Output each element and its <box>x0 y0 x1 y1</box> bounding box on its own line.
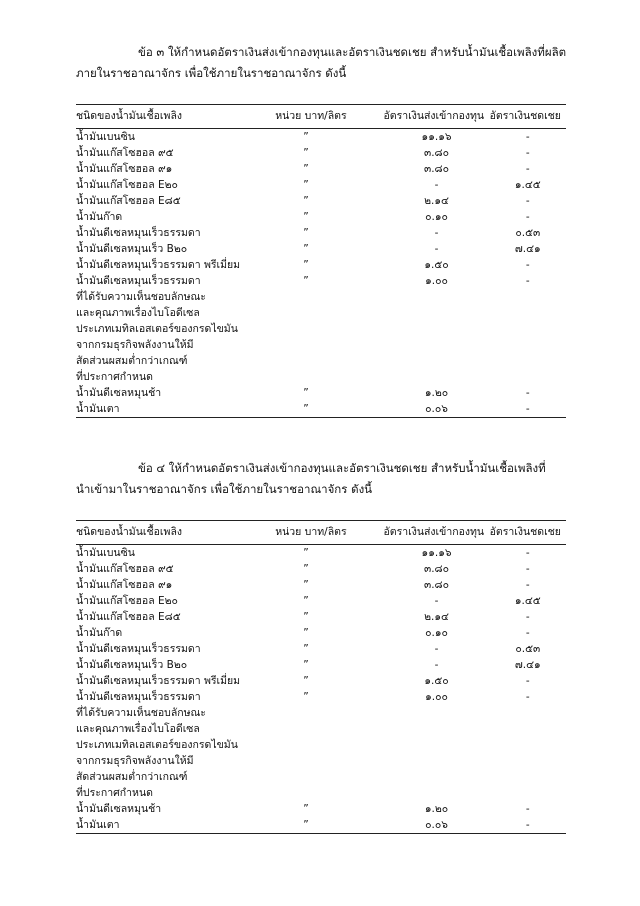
fuel-type-cell <box>76 225 275 241</box>
unit-cell-text: ” <box>303 611 309 623</box>
unit-cell <box>275 545 383 562</box>
fund-rate-cell <box>383 193 489 209</box>
unit-cell <box>275 577 383 593</box>
table-row <box>76 257 566 273</box>
fuel-type-cell <box>76 145 275 161</box>
compensation-rate-cell-text: - <box>525 195 530 207</box>
unit-cell-text: ” <box>303 147 309 159</box>
fund-rate-cell <box>383 145 489 161</box>
table-row <box>76 177 566 193</box>
fuel-type-cell-text: น้ำมันดีเซลหมุนเร็วธรรมดา <box>76 227 201 239</box>
fuel-type-cell <box>76 129 275 146</box>
compensation-rate-cell-text: - <box>525 403 530 415</box>
header-unit: หน่วย บาท/ลิตร <box>275 105 383 129</box>
fund-rate-cell-text: ๐.๑๐ <box>425 627 448 639</box>
compensation-rate-cell <box>490 561 566 577</box>
fund-rate-cell <box>383 161 489 177</box>
fund-rate-cell-text: ๓.๘๐ <box>424 563 450 575</box>
unit-cell <box>275 673 383 689</box>
compensation-rate-cell <box>490 593 566 609</box>
fund-rate-cell <box>383 801 489 817</box>
compensation-rate-cell-text: ๑.๔๕ <box>514 179 541 191</box>
fuel-type-cell-text: น้ำมันดีเซลหมุนเร็วธรรมดา <box>76 643 201 655</box>
fund-rate-cell-text: - <box>434 643 439 655</box>
header-compensation-rate: อัตราเงินชดเชย <box>490 105 566 129</box>
compensation-rate-cell <box>490 801 566 817</box>
unit-cell-text: ” <box>303 243 309 255</box>
fuel-type-cell-text: น้ำมันแก๊สโซฮอล ๙๑ <box>76 579 173 591</box>
compensation-rate-cell-text: ๗.๔๑ <box>514 243 541 255</box>
fund-rate-cell <box>383 577 489 593</box>
fuel-type-cell-text: น้ำมันแก๊สโซฮอล E๘๕ <box>76 195 181 207</box>
fuel-type-cell-text: น้ำมันก๊าด <box>76 627 123 639</box>
unit-cell-text: ” <box>303 259 309 271</box>
fuel-type-cell <box>76 545 275 562</box>
unit-cell <box>275 625 383 641</box>
fund-rate-cell <box>383 545 489 562</box>
fund-rate-cell-text: ๑.๐๐ <box>425 691 448 703</box>
fuel-rate-table-imported <box>76 520 566 834</box>
unit-cell <box>275 257 383 273</box>
unit-cell <box>275 273 383 385</box>
compensation-rate-cell <box>490 545 566 562</box>
unit-cell <box>275 801 383 817</box>
fuel-type-cell <box>76 657 275 673</box>
fuel-rate-table-domestic <box>76 104 566 418</box>
unit-cell <box>275 817 383 834</box>
fund-rate-cell-text: ๓.๘๐ <box>424 147 450 159</box>
section-3-line-1: ข้อ ๓ ให้กำหนดอัตราเงินส่งเข้ากองทุนและอัตราเงินชดเชย สำหรับน้ำมันเชื้อเพลิงที่ผลิต <box>138 45 567 59</box>
fuel-type-cell-text: น้ำมันดีเซลหมุนช้า <box>76 387 162 399</box>
compensation-rate-cell <box>490 193 566 209</box>
fund-rate-cell-text: - <box>434 227 439 239</box>
fund-rate-cell <box>383 401 489 418</box>
fuel-type-cell-text: น้ำมันดีเซลหมุนเร็วธรรมดา ที่ได้รับความเห็นชอบลักษณะ และคุณภาพเรื่องไบโอดีเซล ประเภทเมทิลเอสเตอร์ของกรดไขมัน จากกรมธุรกิจพลังงานให้มี สัดส่วนผสมต่ำกว่าเกณฑ์ ที่ประกาศกำหนด <box>76 691 238 799</box>
header-compensation-rate: อัตราเงินชดเชย <box>490 521 566 545</box>
unit-cell-text: ” <box>303 627 309 639</box>
compensation-rate-cell <box>490 145 566 161</box>
compensation-rate-cell-text: - <box>525 147 530 159</box>
unit-cell <box>275 657 383 673</box>
section-3-paragraph <box>76 42 570 84</box>
unit-cell-text: ” <box>303 227 309 239</box>
fund-rate-cell-text: ๑.๒๐ <box>424 803 449 815</box>
table-row <box>76 593 566 609</box>
unit-cell <box>275 641 383 657</box>
fuel-type-cell <box>76 801 275 817</box>
fuel-type-cell-text: น้ำมันเบนซิน <box>76 547 135 559</box>
fund-rate-cell <box>383 625 489 641</box>
unit-cell <box>275 193 383 209</box>
unit-cell <box>275 561 383 577</box>
table-header-row <box>76 105 566 129</box>
unit-cell <box>275 225 383 241</box>
fund-rate-cell-text: ๒.๑๔ <box>424 611 449 623</box>
fuel-type-cell-text: น้ำมันดีเซลหมุนช้า <box>76 803 162 815</box>
compensation-rate-cell <box>490 209 566 225</box>
unit-cell <box>275 689 383 801</box>
unit-cell <box>275 609 383 625</box>
fund-rate-cell-text: ๑๑.๑๖ <box>421 547 452 559</box>
table-row <box>76 673 566 689</box>
fuel-type-cell <box>76 385 275 401</box>
unit-cell-text: ” <box>303 691 309 703</box>
fuel-type-cell-text: น้ำมันแก๊สโซฮอล ๙๕ <box>76 563 174 575</box>
fuel-type-cell <box>76 193 275 209</box>
compensation-rate-cell-text: - <box>525 803 530 815</box>
table-body <box>76 545 566 834</box>
fund-rate-cell-text: ๐.๐๖ <box>425 403 448 415</box>
compensation-rate-cell-text: ๑.๔๕ <box>514 595 541 607</box>
compensation-rate-cell-text: - <box>525 387 530 399</box>
section-4-paragraph <box>76 458 570 500</box>
compensation-rate-cell-text: - <box>525 819 530 831</box>
fund-rate-cell-text: ๑.๕๐ <box>424 259 449 271</box>
unit-cell-text: ” <box>303 547 309 559</box>
fuel-type-cell-text: น้ำมันแก๊สโซฮอล E๒๐ <box>76 595 178 607</box>
fund-rate-cell <box>383 817 489 834</box>
compensation-rate-cell-text: - <box>525 563 530 575</box>
fund-rate-cell-text: ๑.๕๐ <box>424 675 449 687</box>
unit-cell-text: ” <box>303 803 309 815</box>
fund-rate-cell-text: - <box>434 179 439 191</box>
unit-cell <box>275 241 383 257</box>
unit-cell-text: ” <box>303 179 309 191</box>
fuel-type-cell-text: น้ำมันแก๊สโซฮอล E๒๐ <box>76 179 178 191</box>
table-row <box>76 129 566 146</box>
unit-cell-text: ” <box>303 595 309 607</box>
fund-rate-cell-text: ๓.๘๐ <box>424 163 450 175</box>
compensation-rate-cell <box>490 673 566 689</box>
fund-rate-cell <box>383 561 489 577</box>
fund-rate-cell <box>383 385 489 401</box>
fund-rate-cell <box>383 129 489 146</box>
compensation-rate-cell-text: - <box>525 275 530 287</box>
fuel-type-cell <box>76 641 275 657</box>
table-row <box>76 225 566 241</box>
fuel-type-cell-text: น้ำมันดีเซลหมุนเร็ว B๒๐ <box>76 243 188 255</box>
header-fund-rate: อัตราเงินส่งเข้ากองทุน <box>383 105 489 129</box>
compensation-rate-cell <box>490 161 566 177</box>
table-row <box>76 241 566 257</box>
compensation-rate-cell-text: - <box>525 131 530 143</box>
unit-cell-text: ” <box>303 579 309 591</box>
table-row <box>76 385 566 401</box>
unit-cell <box>275 209 383 225</box>
fuel-type-cell-text: น้ำมันแก๊สโซฮอล ๙๑ <box>76 163 173 175</box>
compensation-rate-cell <box>490 609 566 625</box>
table-row <box>76 561 566 577</box>
compensation-rate-cell <box>490 401 566 418</box>
unit-cell-text: ” <box>303 643 309 655</box>
fund-rate-cell-text: ๓.๘๐ <box>424 579 450 591</box>
compensation-rate-cell-text: - <box>525 163 530 175</box>
fuel-type-cell-text: น้ำมันแก๊สโซฮอล E๘๕ <box>76 611 181 623</box>
unit-cell-text: ” <box>303 403 309 415</box>
table-row <box>76 625 566 641</box>
fuel-type-cell <box>76 177 275 193</box>
unit-cell-text: ” <box>303 675 309 687</box>
table-row <box>76 817 566 834</box>
compensation-rate-cell <box>490 689 566 801</box>
compensation-rate-cell <box>490 241 566 257</box>
fund-rate-cell-text: ๑.๐๐ <box>425 275 448 287</box>
header-fuel-type: ชนิดของน้ำมันเชื้อเพลิง <box>76 521 275 545</box>
unit-cell <box>275 129 383 146</box>
compensation-rate-cell <box>490 625 566 641</box>
unit-cell-text: ” <box>303 195 309 207</box>
table-row <box>76 577 566 593</box>
compensation-rate-cell <box>490 385 566 401</box>
fuel-type-cell-text: น้ำมันดีเซลหมุนเร็วธรรมดา พรีเมี่ยม <box>76 675 241 687</box>
fuel-type-cell-text: น้ำมันเตา <box>76 403 120 415</box>
compensation-rate-cell-text: - <box>525 547 530 559</box>
unit-cell-text: ” <box>303 819 309 831</box>
fund-rate-cell <box>383 689 489 801</box>
fund-rate-cell <box>383 273 489 385</box>
unit-cell-text: ” <box>303 163 309 175</box>
fuel-type-cell <box>76 625 275 641</box>
fund-rate-cell <box>383 257 489 273</box>
compensation-rate-cell-text: - <box>525 579 530 591</box>
table-row <box>76 657 566 673</box>
header-fuel-type: ชนิดของน้ำมันเชื้อเพลิง <box>76 105 275 129</box>
compensation-rate-cell <box>490 273 566 385</box>
fund-rate-cell <box>383 209 489 225</box>
unit-cell-text: ” <box>303 563 309 575</box>
compensation-rate-cell <box>490 817 566 834</box>
compensation-rate-cell <box>490 577 566 593</box>
unit-cell-text: ” <box>303 211 309 223</box>
fund-rate-cell <box>383 609 489 625</box>
fund-rate-cell-text: - <box>434 659 439 671</box>
compensation-rate-cell-text: - <box>525 691 530 703</box>
fuel-type-cell-text: น้ำมันเบนซิน <box>76 131 135 143</box>
fuel-type-cell <box>76 561 275 577</box>
fund-rate-cell-text: ๐.๐๖ <box>425 819 448 831</box>
fund-rate-cell <box>383 177 489 193</box>
unit-cell <box>275 593 383 609</box>
compensation-rate-cell <box>490 257 566 273</box>
fund-rate-cell-text: ๑.๒๐ <box>424 387 449 399</box>
fund-rate-cell <box>383 657 489 673</box>
fuel-type-cell <box>76 241 275 257</box>
compensation-rate-cell <box>490 225 566 241</box>
fuel-type-cell <box>76 609 275 625</box>
unit-cell <box>275 145 383 161</box>
compensation-rate-cell <box>490 657 566 673</box>
fuel-type-cell <box>76 257 275 273</box>
fund-rate-cell <box>383 241 489 257</box>
table-row <box>76 609 566 625</box>
table-row <box>76 161 566 177</box>
fuel-type-cell-text: น้ำมันดีเซลหมุนเร็วธรรมดา พรีเมี่ยม <box>76 259 241 271</box>
table-row <box>76 209 566 225</box>
fuel-type-cell-text: น้ำมันดีเซลหมุนเร็ว B๒๐ <box>76 659 188 671</box>
compensation-rate-cell <box>490 129 566 146</box>
fund-rate-cell <box>383 673 489 689</box>
compensation-rate-cell <box>490 641 566 657</box>
fuel-type-cell <box>76 689 275 801</box>
section-4-line-1: ข้อ ๔ ให้กำหนดอัตราเงินส่งเข้ากองทุนและอัตราเงินชดเชย สำหรับน้ำมันเชื้อเพลิงที่ <box>138 461 546 475</box>
fuel-type-cell-text: น้ำมันเตา <box>76 819 120 831</box>
table-row <box>76 801 566 817</box>
table-row <box>76 641 566 657</box>
fuel-type-cell <box>76 209 275 225</box>
fuel-type-cell <box>76 593 275 609</box>
table-row <box>76 545 566 562</box>
fuel-type-cell <box>76 161 275 177</box>
fuel-type-cell <box>76 401 275 418</box>
unit-cell <box>275 161 383 177</box>
table-row <box>76 401 566 418</box>
section-4-line-2: นำเข้ามาในราชอาณาจักร เพื่อใช้ภายในราชอาณาจักร ดังนี้ <box>76 482 373 496</box>
fund-rate-cell-text: ๒.๑๔ <box>424 195 449 207</box>
table-header-row <box>76 521 566 545</box>
unit-cell <box>275 401 383 418</box>
compensation-rate-cell-text: - <box>525 675 530 687</box>
fund-rate-cell <box>383 225 489 241</box>
unit-cell-text: ” <box>303 131 309 143</box>
fuel-type-cell <box>76 817 275 834</box>
fund-rate-cell <box>383 593 489 609</box>
fund-rate-cell <box>383 641 489 657</box>
header-unit: หน่วย บาท/ลิตร <box>275 521 383 545</box>
section-3-line-2: ภายในราชอาณาจักร เพื่อใช้ภายในราชอาณาจักร ดังนี้ <box>76 66 347 80</box>
fuel-type-cell-text: น้ำมันก๊าด <box>76 211 123 223</box>
compensation-rate-cell-text: - <box>525 611 530 623</box>
fuel-type-cell <box>76 673 275 689</box>
fund-rate-cell-text: ๐.๑๐ <box>425 211 448 223</box>
compensation-rate-cell-text: - <box>525 627 530 639</box>
table-row <box>76 193 566 209</box>
unit-cell-text: ” <box>303 659 309 671</box>
unit-cell <box>275 385 383 401</box>
compensation-rate-cell <box>490 177 566 193</box>
table-body <box>76 129 566 418</box>
fund-rate-cell-text: - <box>434 243 439 255</box>
unit-cell-text: ” <box>303 387 309 399</box>
compensation-rate-cell-text: ๐.๕๓ <box>515 643 541 655</box>
compensation-rate-cell-text: ๗.๔๑ <box>514 659 541 671</box>
table-row <box>76 689 566 801</box>
unit-cell-text: ” <box>303 275 309 287</box>
unit-cell <box>275 177 383 193</box>
fund-rate-cell-text: - <box>434 595 439 607</box>
fuel-type-cell-text: น้ำมันแก๊สโซฮอล ๙๕ <box>76 147 174 159</box>
fuel-type-cell <box>76 273 275 385</box>
compensation-rate-cell-text: - <box>525 211 530 223</box>
compensation-rate-cell-text: - <box>525 259 530 271</box>
header-fund-rate: อัตราเงินส่งเข้ากองทุน <box>383 521 489 545</box>
compensation-rate-cell-text: ๐.๕๓ <box>515 227 541 239</box>
fund-rate-cell-text: ๑๑.๑๖ <box>421 131 452 143</box>
table-row <box>76 145 566 161</box>
fuel-type-cell-text: น้ำมันดีเซลหมุนเร็วธรรมดา ที่ได้รับความเห็นชอบลักษณะ และคุณภาพเรื่องไบโอดีเซล ประเภทเมทิลเอสเตอร์ของกรดไขมัน จากกรมธุรกิจพลังงานให้มี สัดส่วนผสมต่ำกว่าเกณฑ์ ที่ประกาศกำหนด <box>76 275 238 383</box>
fuel-type-cell <box>76 577 275 593</box>
table-row <box>76 273 566 385</box>
